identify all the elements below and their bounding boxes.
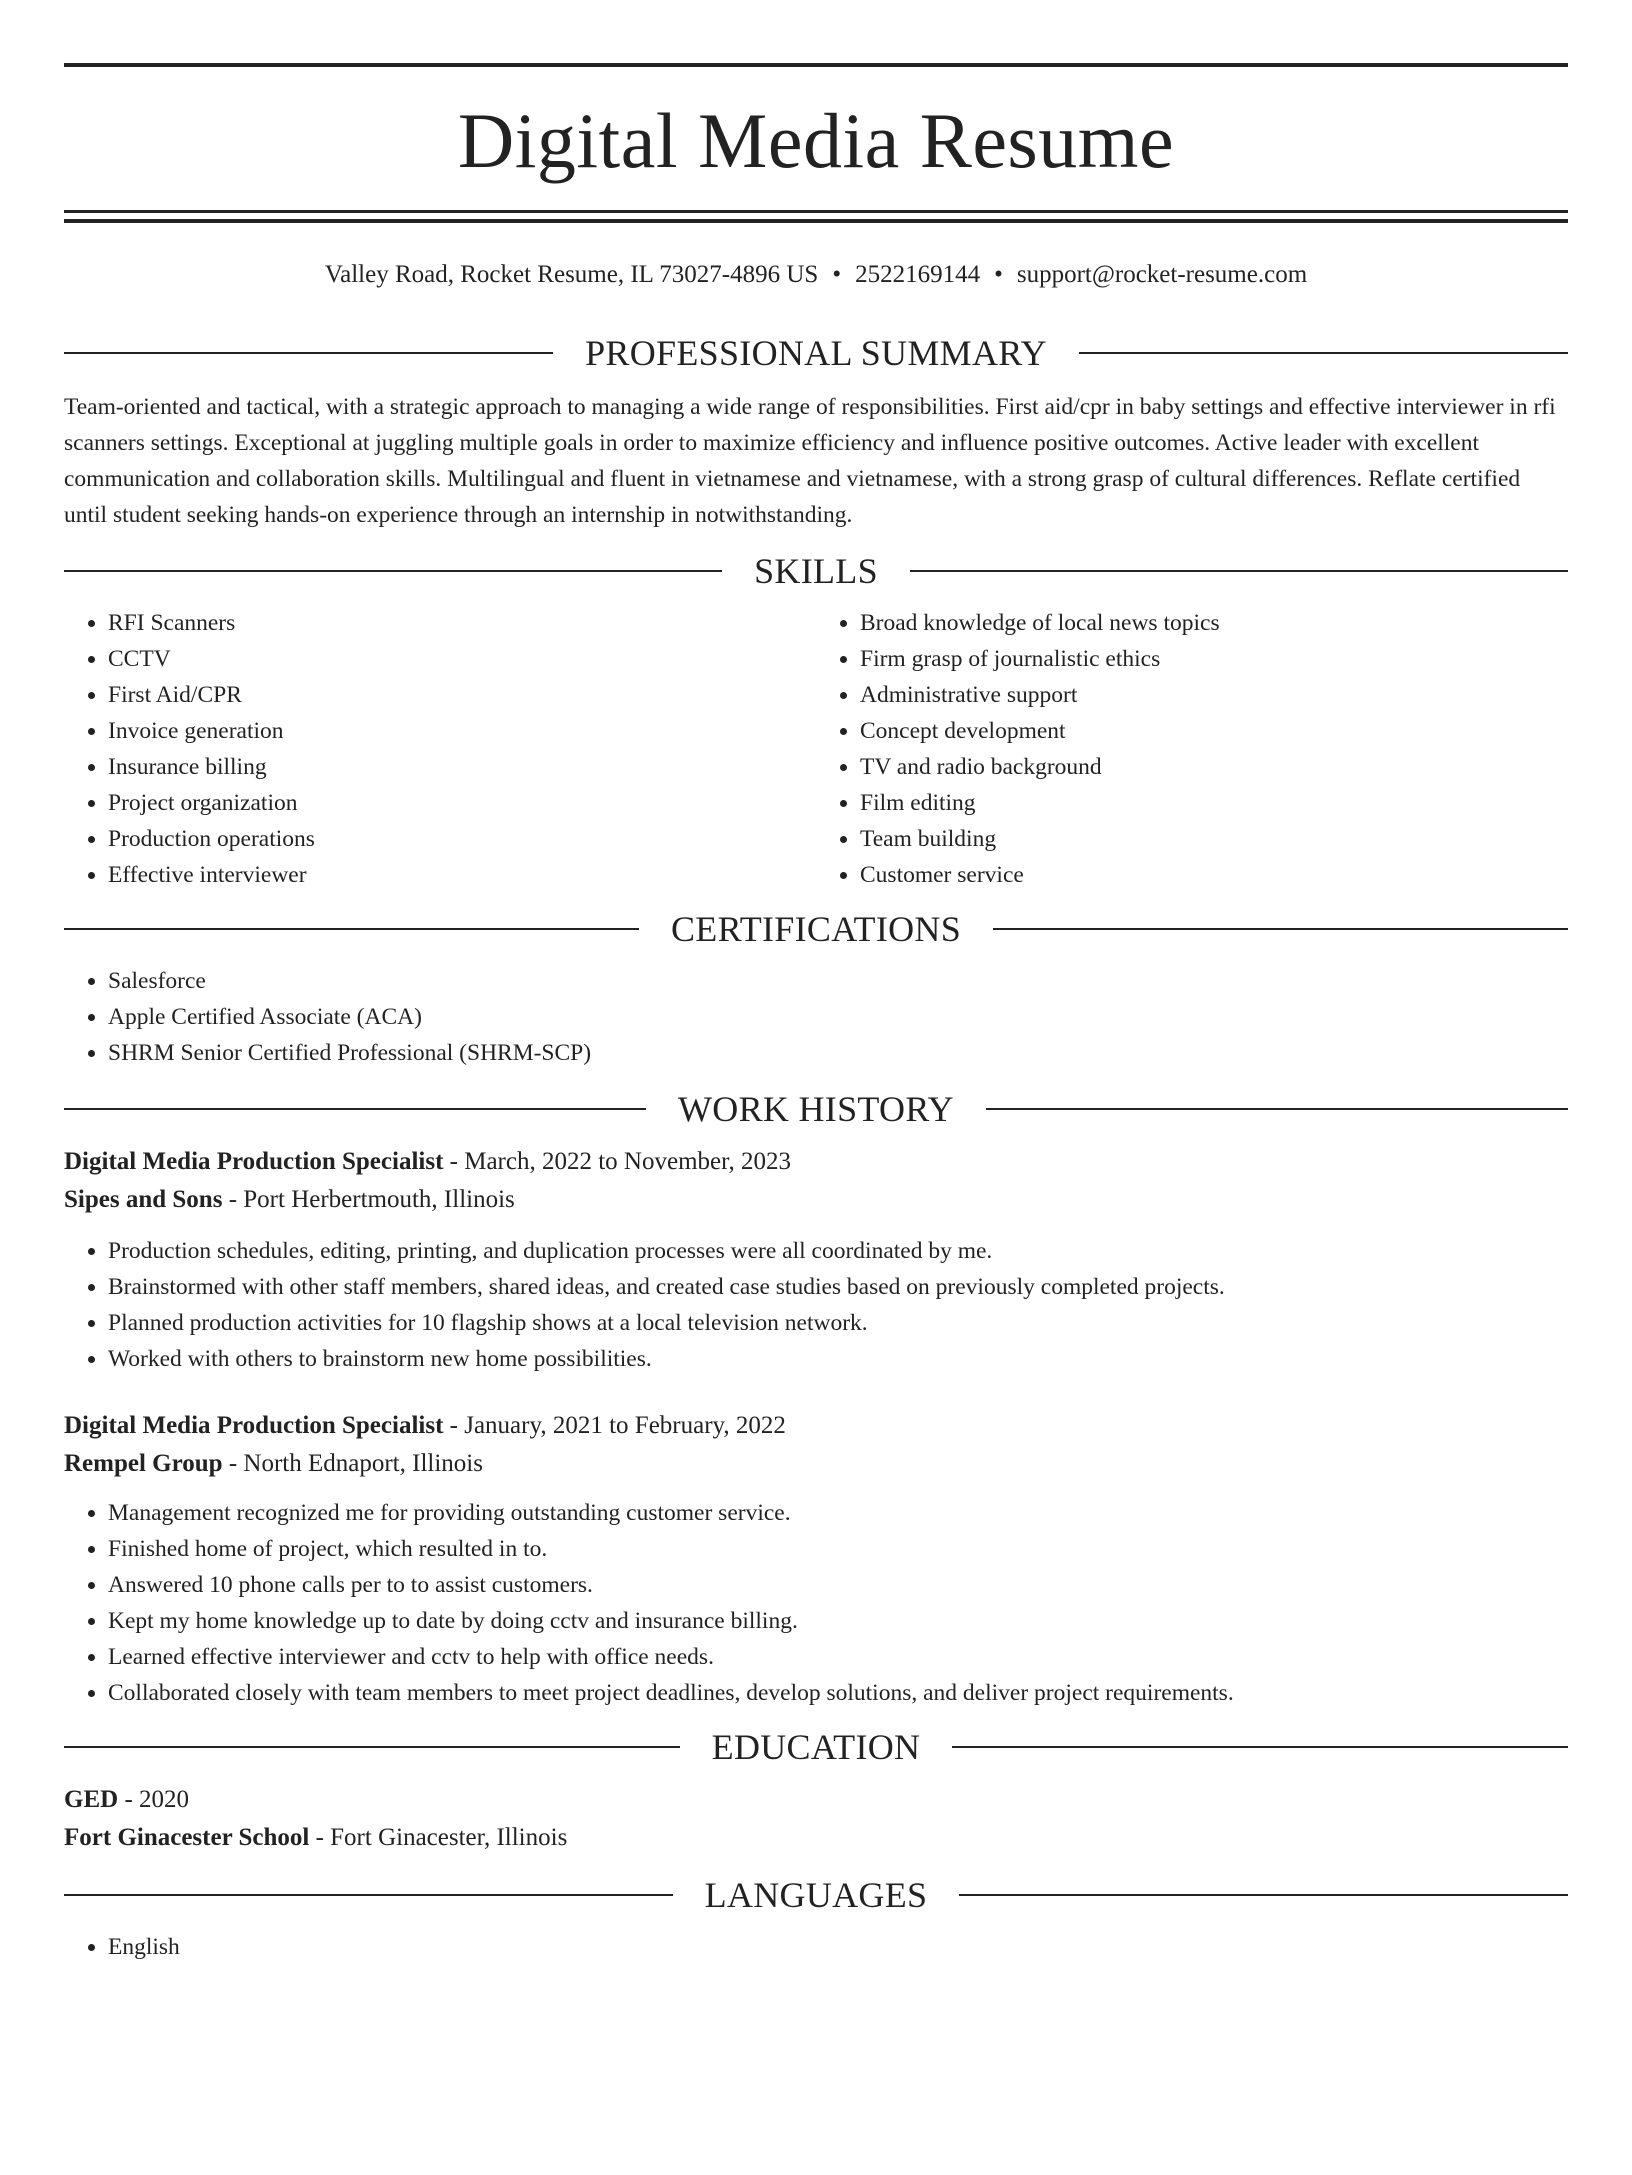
education-degree: GED bbox=[64, 1786, 119, 1813]
job-company-line bbox=[64, 1181, 1568, 1219]
job-bullet: • Production schedules, editing, printing, and duplication processes were all coordinated by me. bbox=[108, 1233, 1568, 1269]
skills-list-right bbox=[816, 605, 1568, 893]
education-degree-line bbox=[64, 1781, 1568, 1819]
job-bullet: • Answered 10 phone calls per to to assist customers. bbox=[108, 1567, 1568, 1603]
education-school-line bbox=[64, 1819, 1568, 1857]
skill-item: • Insurance billing bbox=[108, 749, 816, 785]
skill-item: • RFI Scanners bbox=[108, 605, 816, 641]
contact-email: support@rocket-resume.com bbox=[1016, 261, 1308, 288]
section-title: SKILLS bbox=[754, 551, 878, 591]
job-company: Sipes and Sons bbox=[64, 1186, 223, 1213]
job-bullet: • Finished home of project, which resulted in to. bbox=[108, 1531, 1568, 1567]
section-title: WORK HISTORY bbox=[678, 1089, 954, 1129]
job-entry bbox=[64, 1407, 1568, 1711]
job-location: - Port Herbertmouth, Illinois bbox=[222, 1186, 515, 1213]
contact-line bbox=[64, 259, 1568, 291]
section-heading-education bbox=[64, 1725, 1568, 1769]
certification-item: • SHRM Senior Certified Professional (SHRM-SCP) bbox=[108, 1035, 1568, 1071]
contact-separator: • bbox=[832, 261, 842, 288]
section-heading-work-history bbox=[64, 1087, 1568, 1131]
skill-item: • Customer service bbox=[860, 857, 1568, 893]
skill-item: • Concept development bbox=[860, 713, 1568, 749]
job-bullets bbox=[64, 1495, 1568, 1711]
job-bullet: • Management recognized me for providing outstanding customer service. bbox=[108, 1495, 1568, 1531]
section-heading-summary bbox=[64, 331, 1568, 375]
top-rule bbox=[64, 63, 1568, 67]
section-heading-skills bbox=[64, 549, 1568, 593]
job-title-line bbox=[64, 1143, 1568, 1181]
education-location: - Fort Ginacester, Illinois bbox=[309, 1824, 568, 1851]
job-location: - North Ednaport, Illinois bbox=[222, 1450, 483, 1477]
job-bullet: • Kept my home knowledge up to date by doing cctv and insurance billing. bbox=[108, 1603, 1568, 1639]
contact-address: Valley Road, Rocket Resume, IL 73027-4896 US bbox=[324, 261, 819, 288]
skill-item: • Film editing bbox=[860, 785, 1568, 821]
language-item: • English bbox=[108, 1929, 1568, 1965]
job-bullet: • Planned production activities for 10 flagship shows at a local television network. bbox=[108, 1305, 1568, 1341]
education-entry bbox=[64, 1781, 1568, 1857]
section-title: CERTIFICATIONS bbox=[670, 909, 962, 949]
job-company-line bbox=[64, 1445, 1568, 1483]
job-bullet: • Brainstormed with other staff members, shared ideas, and created case studies based on previously completed projects. bbox=[108, 1269, 1568, 1305]
section-heading-certifications bbox=[64, 907, 1568, 951]
job-title: Digital Media Production Specialist bbox=[64, 1148, 444, 1175]
certifications-list bbox=[64, 963, 1568, 1071]
page-title: Digital Media Resume bbox=[457, 97, 1175, 184]
skill-item: • Broad knowledge of local news topics bbox=[860, 605, 1568, 641]
section-title: EDUCATION bbox=[711, 1727, 921, 1767]
job-title: Digital Media Production Specialist bbox=[64, 1412, 444, 1439]
skill-item: • CCTV bbox=[108, 641, 816, 677]
languages-list bbox=[64, 1929, 1568, 1965]
job-dates: - March, 2022 to November, 2023 bbox=[443, 1148, 791, 1175]
certification-item: • Salesforce bbox=[108, 963, 1568, 999]
section-heading-languages bbox=[64, 1873, 1568, 1917]
contact-phone: 2522169144 bbox=[855, 261, 981, 288]
education-year: - 2020 bbox=[118, 1786, 190, 1813]
skill-item: • Production operations bbox=[108, 821, 816, 857]
job-bullet: • Collaborated closely with team members to meet project deadlines, develop solutions, and deliver project requirements. bbox=[108, 1675, 1568, 1711]
summary-text: Team-oriented and tactical, with a strategic approach to managing a wide range of responsibilities. First aid/cpr in baby settings and effective interviewer in rfi scanners settings. Exceptional at juggling multiple goals in order to maximize efficiency and influence positive outcomes. Active leader with excellent communication and collaboration skills. Multilingual and fluent in vietnamese and vietnamese, with a strong grasp of cultural differences. Reflate certified until student seeking hands-on experience through an internship in notwithstanding. bbox=[64, 394, 1556, 528]
skill-item: • Project organization bbox=[108, 785, 816, 821]
certification-item: • Apple Certified Associate (ACA) bbox=[108, 999, 1568, 1035]
job-bullet: • Worked with others to brainstorm new home possibilities. bbox=[108, 1341, 1568, 1377]
skill-item: • First Aid/CPR bbox=[108, 677, 816, 713]
skill-item: • Effective interviewer bbox=[108, 857, 816, 893]
section-title: PROFESSIONAL SUMMARY bbox=[585, 333, 1047, 373]
job-title-line bbox=[64, 1407, 1568, 1445]
job-company: Rempel Group bbox=[64, 1450, 223, 1477]
skill-item: • Administrative support bbox=[860, 677, 1568, 713]
section-title: LANGUAGES bbox=[704, 1875, 928, 1915]
contact-separator: • bbox=[994, 261, 1003, 288]
skill-item: • Invoice generation bbox=[108, 713, 816, 749]
skill-item: • Team building bbox=[860, 821, 1568, 857]
resume-page bbox=[0, 63, 1632, 2175]
job-bullet: • Learned effective interviewer and cctv to help with office needs. bbox=[108, 1639, 1568, 1675]
title-double-rule bbox=[64, 210, 1568, 223]
skill-item: • TV and radio background bbox=[860, 749, 1568, 785]
skill-item: • Firm grasp of journalistic ethics bbox=[860, 641, 1568, 677]
job-bullets bbox=[64, 1233, 1568, 1377]
job-dates: - January, 2021 to February, 2022 bbox=[443, 1412, 786, 1439]
skills-columns bbox=[64, 605, 1568, 893]
education-school: Fort Ginacester School bbox=[64, 1824, 310, 1851]
skills-list-left bbox=[64, 605, 816, 893]
job-entry bbox=[64, 1143, 1568, 1377]
